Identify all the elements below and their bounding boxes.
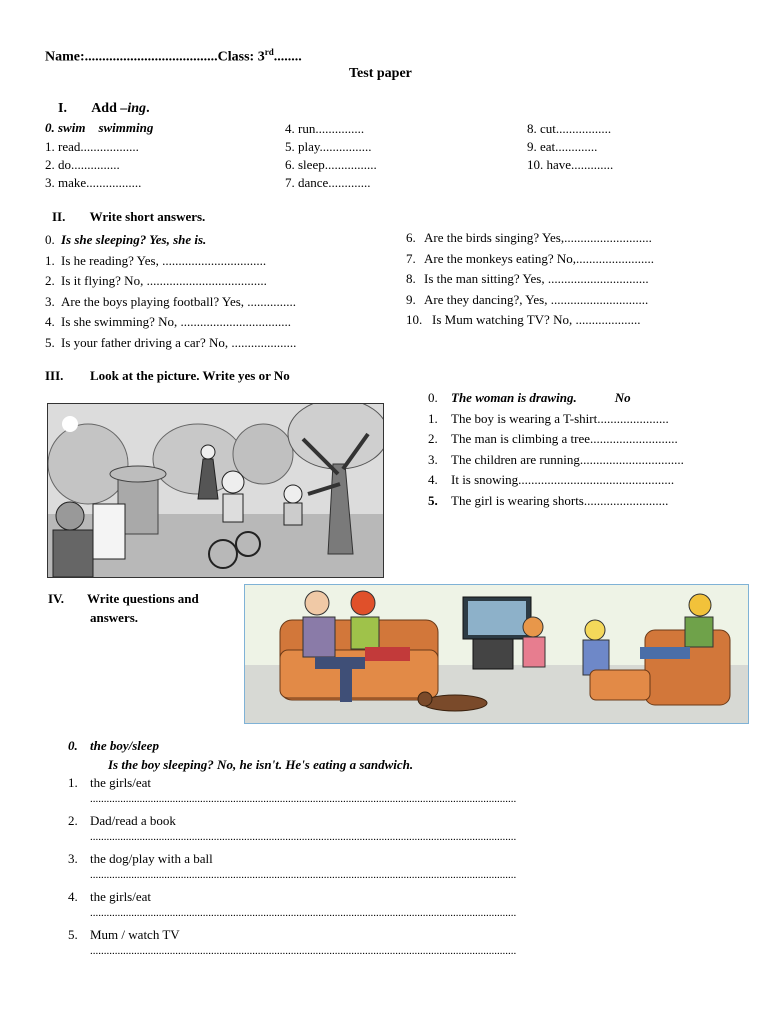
item-text: Are the birds singing? Yes,........................... (424, 230, 652, 245)
item-text: the girls/eat (90, 889, 152, 904)
answer-line[interactable]: ........................................................................................................................................................... (90, 831, 517, 843)
item-number: 3. (45, 293, 55, 309)
section-3-heading-text: Look at the picture. Write yes or No (89, 368, 290, 383)
section-4-example-prompt: the boy/sleep (90, 738, 159, 753)
list-item (68, 738, 413, 754)
list-item (45, 292, 296, 313)
answer-line[interactable]: ........................................................................................................................................................... (90, 869, 517, 881)
item-text: Are the monkeys eating? No,........................ (424, 250, 654, 266)
item-text: Mum / watch TV (90, 927, 180, 942)
item-number: 1. (68, 775, 78, 790)
list-item: 9. eat............. (527, 139, 598, 154)
item-text: the girls/eat (90, 775, 152, 790)
item-text: Is your father driving a car? No, .................... (61, 334, 297, 350)
section-4-heading-line-2: answers. (90, 610, 139, 625)
item-number: 0. (428, 390, 438, 405)
item-number: 3. (68, 851, 78, 866)
section-4-heading-text-1: Write questions and (87, 591, 199, 606)
section-4-heading (48, 589, 199, 627)
item-number: 1. (428, 410, 438, 426)
answer-line[interactable]: ........................................................................................................................................................... (90, 907, 517, 919)
list-item: 2. do............... (45, 157, 120, 172)
list-item: 10. have............. (527, 157, 614, 172)
item-text: Is Mum watching TV? No, .................... (432, 312, 641, 327)
list-item: 4. run............... (285, 121, 365, 136)
list-item: 1. read.................. (45, 139, 139, 154)
list-item (406, 228, 654, 249)
park-picture (47, 403, 384, 578)
item-number: 4. (45, 314, 55, 329)
item-number: 4. (428, 472, 438, 487)
section-1-heading-pre: Add (91, 101, 121, 116)
section-4-example (68, 738, 413, 773)
list-item: 5. play................ (285, 139, 372, 154)
list-item (68, 851, 698, 889)
list-item (428, 429, 684, 450)
section-2-left-list (45, 230, 296, 353)
list-item (45, 312, 296, 333)
list-item: 7. dance............. (285, 175, 371, 190)
section-1-col-3 (527, 120, 613, 174)
section-1-heading-em: –ing (120, 101, 147, 116)
item-number: 5. (428, 492, 438, 508)
section-1-heading (58, 101, 150, 117)
class-superscript: rd (264, 47, 274, 57)
section-2-example: Is she sleeping? Yes, she is. (61, 232, 207, 247)
list-item: 3. make................. (45, 175, 142, 190)
list-item (406, 310, 654, 331)
list-item (45, 333, 296, 354)
section-3-list (428, 388, 684, 511)
list-item (45, 251, 296, 272)
item-number: 5. (68, 927, 78, 942)
list-item (68, 927, 698, 965)
item-text: The children are running................................ (451, 451, 684, 467)
item-text: Dad/read a book (90, 813, 176, 828)
living-room-illustration (245, 585, 748, 723)
section-1-col-2 (285, 120, 377, 192)
name-class-line (45, 47, 302, 66)
section-1-example: 0. swim swimming (45, 120, 154, 135)
item-text: Is it flying? No, ..................................... (61, 273, 267, 288)
name-class-text: Name:......................................Class: 3 (45, 49, 265, 65)
item-number: 3. (428, 451, 438, 467)
item-number: 2. (45, 273, 55, 288)
item-text: It is snowing................................................ (451, 472, 675, 487)
section-1-heading-post: . (146, 101, 150, 116)
list-item (68, 775, 698, 813)
section-4-heading-line-1 (48, 589, 199, 608)
item-number: 7. (406, 250, 416, 266)
section-2-heading (52, 209, 205, 225)
item-text: The man is climbing a tree........................... (451, 431, 678, 446)
list-item (406, 249, 654, 270)
list-item (428, 388, 684, 409)
section-3-number: III. (45, 368, 64, 383)
item-text: The boy is wearing a T-shirt...................... (451, 410, 669, 426)
list-item (406, 269, 654, 290)
item-text: the dog/play with a ball (90, 851, 213, 866)
item-text: Are they dancing?, Yes, .............................. (424, 291, 649, 307)
list-item (68, 889, 698, 927)
section-3-example-answer: No (614, 390, 631, 405)
page-title: Test paper (349, 66, 412, 81)
class-dots: ........ (273, 49, 302, 65)
park-illustration (48, 404, 383, 577)
item-text: The girl is wearing shorts.......................... (451, 492, 669, 508)
item-number: 0. (45, 232, 55, 247)
item-number: 8. (406, 271, 416, 286)
list-item (428, 450, 684, 471)
section-1-col-1 (45, 138, 141, 192)
item-number: 10. (406, 312, 423, 327)
item-number: 1. (45, 252, 55, 268)
section-3-example: The woman is drawing. (451, 390, 577, 405)
item-text: Is he reading? Yes, ................................ (61, 252, 267, 268)
section-2-number: II. (52, 209, 66, 224)
item-number: 4. (68, 889, 78, 904)
list-item: 8. cut................. (527, 121, 612, 136)
answer-line[interactable]: ........................................................................................................................................................... (90, 793, 517, 805)
section-4-number: IV. (48, 591, 65, 606)
item-number: 0. (68, 738, 78, 753)
list-item (45, 230, 296, 251)
section-3-heading (45, 368, 290, 384)
section-2-right-list (406, 228, 654, 331)
item-number: 9. (406, 291, 416, 307)
section-2-heading-text: Write short answers. (89, 209, 206, 224)
living-room-picture (244, 584, 749, 724)
list-item (45, 271, 296, 292)
item-number: 5. (45, 334, 55, 350)
item-text: Is the man sitting? Yes, ............................... (424, 271, 649, 286)
list-item (428, 491, 684, 512)
list-item: 6. sleep................ (285, 157, 377, 172)
item-text: Is she swimming? No, .................................. (61, 314, 292, 329)
item-number: 2. (68, 813, 78, 828)
item-text: Are the boys playing football? Yes, ............... (61, 293, 297, 309)
list-item (406, 290, 654, 311)
list-item (428, 409, 684, 430)
section-4-example-answer: Is the boy sleeping? No, he isn't. He's eating a sandwich. (108, 757, 414, 772)
list-item (68, 813, 698, 851)
list-item (428, 470, 684, 491)
item-number: 2. (428, 431, 438, 446)
section-4-list (68, 775, 698, 965)
item-number: 6. (406, 230, 416, 245)
section-1-number: I. (58, 101, 67, 116)
answer-line[interactable]: ........................................................................................................................................................... (90, 945, 517, 957)
